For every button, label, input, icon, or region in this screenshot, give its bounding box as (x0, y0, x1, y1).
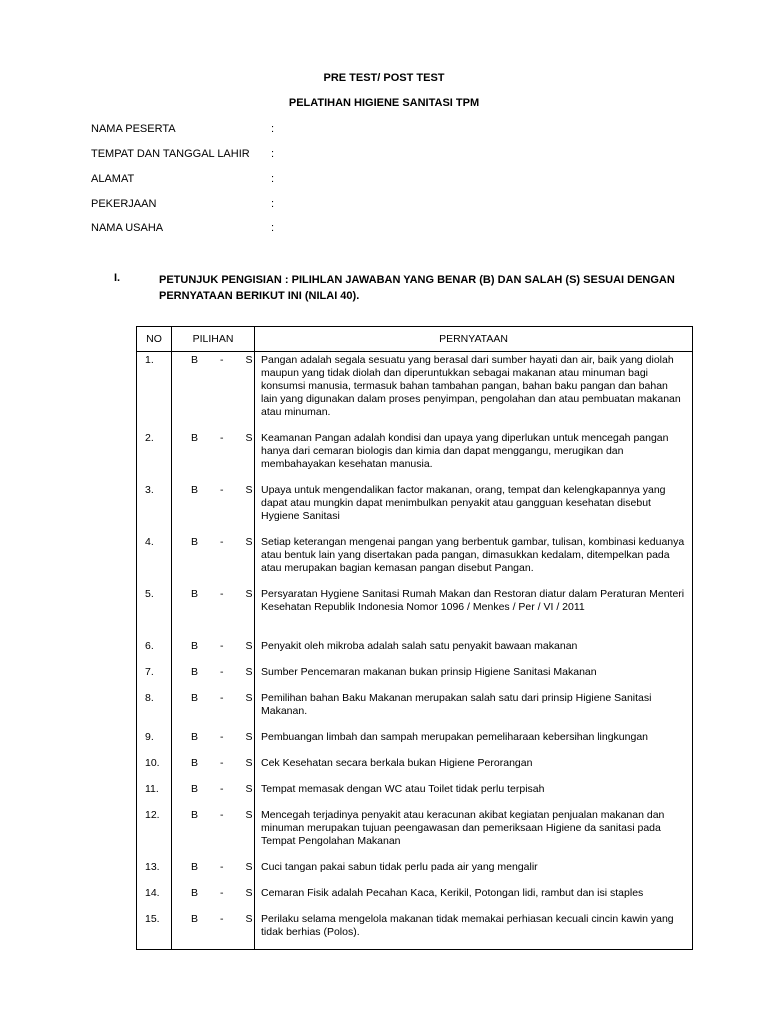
row-statement: Setiap keterangan mengenai pangan yang berbentuk gambar, tulisan, kombinasi keduanya atau bentuk lain yang disertakan pada pangan, dimasukkan kedalam, ditempelkan pada atau merupakan bagian kemasan pangan disebut Pangan. (255, 534, 693, 586)
choice-s[interactable]: S (245, 354, 253, 366)
choice-separator: - (220, 756, 224, 769)
row-number: 4. (137, 534, 172, 586)
field-colon: : (271, 222, 275, 234)
choice-s[interactable]: S (245, 886, 253, 899)
column-header-pilihan: PILIHAN (172, 327, 255, 352)
row-choice[interactable] (172, 911, 255, 950)
field-colon: : (271, 173, 275, 185)
row-number: 9. (137, 729, 172, 755)
choice-s[interactable]: S (245, 808, 253, 821)
table-row (137, 859, 693, 885)
choice-b[interactable]: B (191, 912, 199, 925)
choice-b[interactable]: B (191, 354, 199, 366)
choice-s[interactable]: S (245, 665, 253, 678)
row-statement: Cemaran Fisik adalah Pecahan Kaca, Kerikil, Potongan lidi, rambut dan isi staples (255, 885, 693, 911)
row-statement: Cuci tangan pakai sabun tidak perlu pada air yang mengalir (255, 859, 693, 885)
choice-b[interactable]: B (191, 782, 199, 795)
choice-b[interactable]: B (191, 808, 199, 821)
choice-separator: - (220, 431, 224, 444)
choice-b[interactable]: B (191, 860, 199, 873)
field-pekerjaan (91, 198, 274, 210)
choice-separator: - (220, 639, 224, 652)
row-statement: Mencegah terjadinya penyakit atau keracunan akibat kegiatan penjualan makanan dan minuman merupakan tujuan peengawasan dan pemeriksaan Higiene da sanitasi pada Tempat Pengolahan Makanan (255, 807, 693, 859)
row-statement: Upaya untuk mengendalikan factor makanan, orang, tempat dan kelengkapannya yang dapat atau mungkin dapat menimbulkan penyakit atau gangguan kesehatan disebut Hygiene Sanitasi (255, 482, 693, 534)
choice-b[interactable]: B (191, 886, 199, 899)
row-statement: Persyaratan Hygiene Sanitasi Rumah Makan dan Restoran diatur dalam Peraturan Menteri Kesehatan Republik Indonesia Nomor 1096 / Menkes / Per / VI / 2011 (255, 586, 693, 638)
row-number: 2. (137, 430, 172, 482)
field-colon: : (271, 148, 275, 160)
document-subtitle: PELATIHAN HIGIENE SANITASI TPM (288, 97, 480, 109)
choice-separator: - (220, 730, 224, 743)
row-choice[interactable] (172, 885, 255, 911)
choice-s[interactable]: S (245, 756, 253, 769)
row-statement: Perilaku selama mengelola makanan tidak memakai perhiasan kecuali cincin kawin yang tidak berhias (Polos). (255, 911, 693, 950)
choice-b[interactable]: B (191, 587, 199, 600)
choice-separator: - (220, 691, 224, 704)
choice-s[interactable]: S (245, 483, 253, 496)
table-row (137, 430, 693, 482)
field-colon: : (271, 198, 275, 210)
row-choice[interactable] (172, 586, 255, 638)
choice-s[interactable]: S (245, 860, 253, 873)
row-choice[interactable] (172, 664, 255, 690)
choice-s[interactable]: S (245, 535, 253, 548)
field-label: PEKERJAAN (91, 198, 157, 210)
table-row (137, 534, 693, 586)
choice-separator: - (220, 886, 224, 899)
row-choice[interactable] (172, 755, 255, 781)
row-statement: Pangan adalah segala sesuatu yang berasal dari sumber hayati dan air, baik yang diolah maupun yang tidak diolah dan diperuntukkan sebagai makanan atau minuman bagi konsumsi manusia, termasuk bahan tambahan pangan, bahan baku pangan dan bahan lain yang digunakan dalam proses penyimpan, pengolahan dan atau pembuatan makanan atau minuman. (255, 352, 693, 430)
section-instruction-text: PETUNJUK PENGISIAN : PILIHLAN JAWABAN YANG BENAR (B) DAN SALAH (S) SESUAI DENGAN PERNYATAAN BERIKUT INI (NILAI 40). (159, 274, 675, 302)
row-statement: Pembuangan limbah dan sampah merupakan pemeliharaan kebersihan lingkungan (255, 729, 693, 755)
choice-b[interactable]: B (191, 691, 199, 704)
choice-s[interactable]: S (245, 587, 253, 600)
row-choice[interactable] (172, 638, 255, 664)
table-row (137, 729, 693, 755)
column-header-no: NO (137, 327, 172, 352)
table-row (137, 690, 693, 729)
choice-separator: - (220, 587, 224, 600)
table-row (137, 352, 693, 430)
choice-b[interactable]: B (191, 639, 199, 652)
row-choice[interactable] (172, 729, 255, 755)
row-choice[interactable] (172, 534, 255, 586)
row-statement: Cek Kesehatan secara berkala bukan Higiene Perorangan (255, 755, 693, 781)
row-number: 6. (137, 638, 172, 664)
choice-s[interactable]: S (245, 912, 253, 925)
row-choice[interactable] (172, 781, 255, 807)
table-row (137, 482, 693, 534)
choice-separator: - (220, 354, 224, 366)
choice-separator: - (220, 808, 224, 821)
choice-b[interactable]: B (191, 535, 199, 548)
document-title: PRE TEST/ POST TEST (323, 72, 445, 84)
row-statement: Keamanan Pangan adalah kondisi dan upaya yang diperlukan untuk mencegah pangan hanya dari cemaran biologis dan kimia dan dapat menggangu, merugikan dan membahayakan kesehatan manusia. (255, 430, 693, 482)
row-choice[interactable] (172, 690, 255, 729)
choice-separator: - (220, 483, 224, 496)
row-choice[interactable] (172, 482, 255, 534)
row-number: 1. (137, 352, 172, 430)
row-statement: Tempat memasak dengan WC atau Toilet tidak perlu terpisah (255, 781, 693, 807)
choice-b[interactable]: B (191, 665, 199, 678)
row-statement: Pemilihan bahan Baku Makanan merupakan salah satu dari prinsip Higiene Sanitasi Makanan. (255, 690, 693, 729)
field-tempat-tanggal-lahir (91, 148, 274, 160)
row-number: 11. (137, 781, 172, 807)
row-statement: Penyakit oleh mikroba adalah salah satu penyakit bawaan makanan (255, 638, 693, 664)
row-number: 3. (137, 482, 172, 534)
row-number: 7. (137, 664, 172, 690)
row-number: 12. (137, 807, 172, 859)
field-colon: : (271, 123, 275, 135)
row-choice[interactable] (172, 352, 255, 430)
row-statement: Sumber Pencemaran makanan bukan prinsip Higiene Sanitasi Makanan (255, 664, 693, 690)
section-number: I. (114, 272, 121, 284)
table-row (137, 911, 693, 950)
row-number: 10. (137, 755, 172, 781)
table-row (137, 781, 693, 807)
table-row (137, 885, 693, 911)
choice-separator: - (220, 535, 224, 548)
row-choice[interactable] (172, 807, 255, 859)
column-header-pernyataan: PERNYATAAN (255, 327, 693, 352)
question-table (136, 326, 693, 950)
field-label: ALAMAT (91, 173, 135, 185)
choice-separator: - (220, 665, 224, 678)
row-number: 5. (137, 586, 172, 638)
table-row (137, 807, 693, 859)
row-number: 8. (137, 690, 172, 729)
table-row (137, 664, 693, 690)
row-number: 15. (137, 911, 172, 950)
table-row (137, 755, 693, 781)
choice-s[interactable]: S (245, 691, 253, 704)
table-row (137, 586, 693, 638)
field-nama-usaha (91, 222, 274, 234)
field-label: NAMA PESERTA (91, 123, 176, 135)
table-row (137, 638, 693, 664)
row-choice[interactable] (172, 859, 255, 885)
field-alamat (91, 173, 274, 185)
choice-s[interactable]: S (245, 782, 253, 795)
row-choice[interactable] (172, 430, 255, 482)
choice-s[interactable]: S (245, 431, 253, 444)
field-label: NAMA USAHA (91, 222, 164, 234)
choice-b[interactable]: B (191, 431, 199, 444)
choice-b[interactable]: B (191, 483, 199, 496)
row-number: 13. (137, 859, 172, 885)
field-label: TEMPAT DAN TANGGAL LAHIR (91, 148, 250, 160)
choice-s[interactable]: S (245, 639, 253, 652)
field-nama-peserta (91, 123, 274, 135)
table-header-row (137, 327, 693, 352)
choice-separator: - (220, 912, 224, 925)
choice-separator: - (220, 782, 224, 795)
row-number: 14. (137, 885, 172, 911)
choice-s[interactable]: S (245, 730, 253, 743)
choice-b[interactable]: B (191, 730, 199, 743)
choice-b[interactable]: B (191, 756, 199, 769)
choice-separator: - (220, 860, 224, 873)
